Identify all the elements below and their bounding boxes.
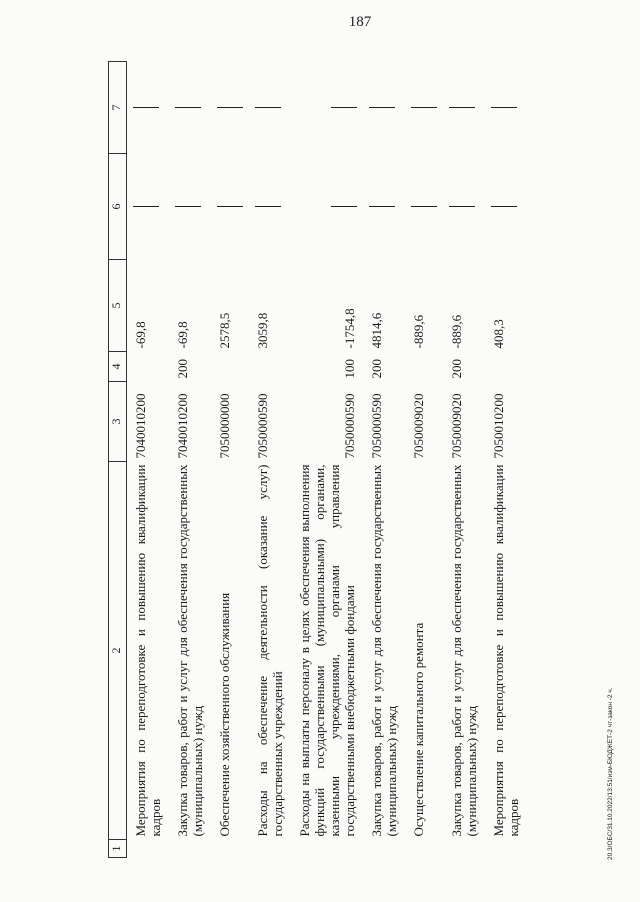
row-col7	[169, 62, 211, 154]
table-row	[169, 62, 211, 858]
row-type	[249, 352, 291, 382]
budget-table	[108, 61, 527, 858]
header-col-5: 5	[109, 260, 127, 352]
row-name: Мероприятия по переподготовке и повышению квалификации кадров	[133, 464, 163, 837]
row-name: Закупка товаров, работ и услуг для обеспечения государственных (муниципальных) нужд	[369, 464, 399, 837]
dash-mark	[175, 107, 201, 108]
row-amount: 408,3	[491, 319, 506, 349]
row-type: 200	[369, 359, 384, 379]
row-amount: -69,8	[133, 321, 148, 349]
row-type: 200	[175, 359, 190, 379]
row-name: Мероприятия по переподготовке и повышению квалификации кадров	[491, 464, 521, 837]
row-code: 7050000590	[342, 393, 357, 459]
dash-mark	[449, 206, 475, 207]
row-name: Расходы на обеспечение деятельности (оказание услуг) государственных учреждений	[255, 464, 285, 837]
dash-mark	[491, 107, 517, 108]
header-col-7: 7	[109, 62, 127, 154]
row-col7	[291, 62, 363, 154]
table-row	[405, 62, 443, 858]
row-type: 100	[342, 359, 357, 379]
dash-mark	[411, 107, 437, 108]
row-col7	[485, 62, 527, 154]
header-col-1: 1	[109, 840, 127, 858]
row-code: 7050000590	[369, 393, 384, 459]
dash-mark	[255, 206, 281, 207]
dash-mark	[217, 107, 243, 108]
footer-note-text: 20.3/ОБС/31.10.2022/13:51/изм-БЮДЖЕТ-2 чт-закон -2 ч.	[607, 687, 614, 860]
row-code: 7040010200	[133, 393, 148, 459]
row-code: 7050009020	[411, 393, 426, 459]
dash-mark	[133, 206, 159, 207]
row-amount: -1754,8	[342, 308, 357, 349]
row-name: Закупка товаров, работ и услуг для обеспечения государственных (муниципальных) нужд	[175, 464, 205, 837]
row-name: Осуществление капитального ремонта	[411, 622, 426, 837]
table-row	[249, 62, 291, 858]
row-code: 7050010200	[491, 393, 506, 459]
table-row	[291, 62, 363, 858]
row-col6	[211, 154, 249, 260]
row-name: Обеспечение хозяйственного обслуживания	[217, 592, 232, 837]
row-amount: 4814,6	[369, 312, 384, 349]
dash-mark	[411, 206, 437, 207]
row-col6	[443, 154, 485, 260]
table-row	[485, 62, 527, 858]
row-name: Расходы на выплаты персоналу в целях обеспечения выполнения функций государственными (муниципальными) органами, казенными учреждениями, органами управления государственными внебюджетными фондами	[297, 464, 357, 837]
dash-mark	[133, 107, 159, 108]
budget-table-rotated	[108, 62, 583, 858]
header-col-3: 3	[109, 382, 127, 462]
table-header-row	[109, 62, 127, 858]
dash-mark	[175, 206, 201, 207]
row-amount: -889,6	[449, 314, 464, 349]
row-amount: 2578,5	[217, 312, 232, 349]
row-code: 7050000590	[255, 393, 270, 459]
row-col7	[443, 62, 485, 154]
header-col-6: 6	[109, 154, 127, 260]
row-amount: 3059,8	[255, 312, 270, 349]
row-col6	[249, 154, 291, 260]
row-type	[485, 352, 527, 382]
header-col-4: 4	[109, 352, 127, 382]
row-code: 7050000000	[217, 393, 232, 459]
row-type	[127, 352, 170, 382]
table-row	[363, 62, 405, 858]
row-col6	[405, 154, 443, 260]
dash-mark	[331, 107, 357, 108]
dash-mark	[255, 107, 281, 108]
dash-mark	[369, 107, 395, 108]
row-col7	[211, 62, 249, 154]
row-col6	[169, 154, 211, 260]
row-amount: -69,8	[175, 321, 190, 349]
table-row	[127, 62, 170, 858]
row-col6	[485, 154, 527, 260]
dash-mark	[217, 206, 243, 207]
row-amount: -889,6	[411, 314, 426, 349]
row-name: Закупка товаров, работ и услуг для обеспечения государственных (муниципальных) нужд	[449, 464, 479, 837]
table-row	[443, 62, 485, 858]
row-type	[405, 352, 443, 382]
page-number: 187	[348, 14, 372, 30]
row-code: 7040010200	[175, 393, 190, 459]
row-code: 7050009020	[449, 393, 464, 459]
table-row	[211, 62, 249, 858]
dash-mark	[491, 206, 517, 207]
row-col7	[405, 62, 443, 154]
header-col-2: 2	[109, 462, 127, 840]
row-col6	[291, 154, 363, 260]
row-col7	[249, 62, 291, 154]
row-type: 200	[449, 359, 464, 379]
row-col7	[363, 62, 405, 154]
row-col6	[127, 154, 170, 260]
row-col6	[363, 154, 405, 260]
row-type	[211, 352, 249, 382]
dash-mark	[449, 107, 475, 108]
dash-mark	[331, 206, 357, 207]
row-col7	[127, 62, 170, 154]
footer-note	[607, 440, 617, 860]
dash-mark	[369, 206, 395, 207]
budget-table-container	[108, 62, 583, 858]
